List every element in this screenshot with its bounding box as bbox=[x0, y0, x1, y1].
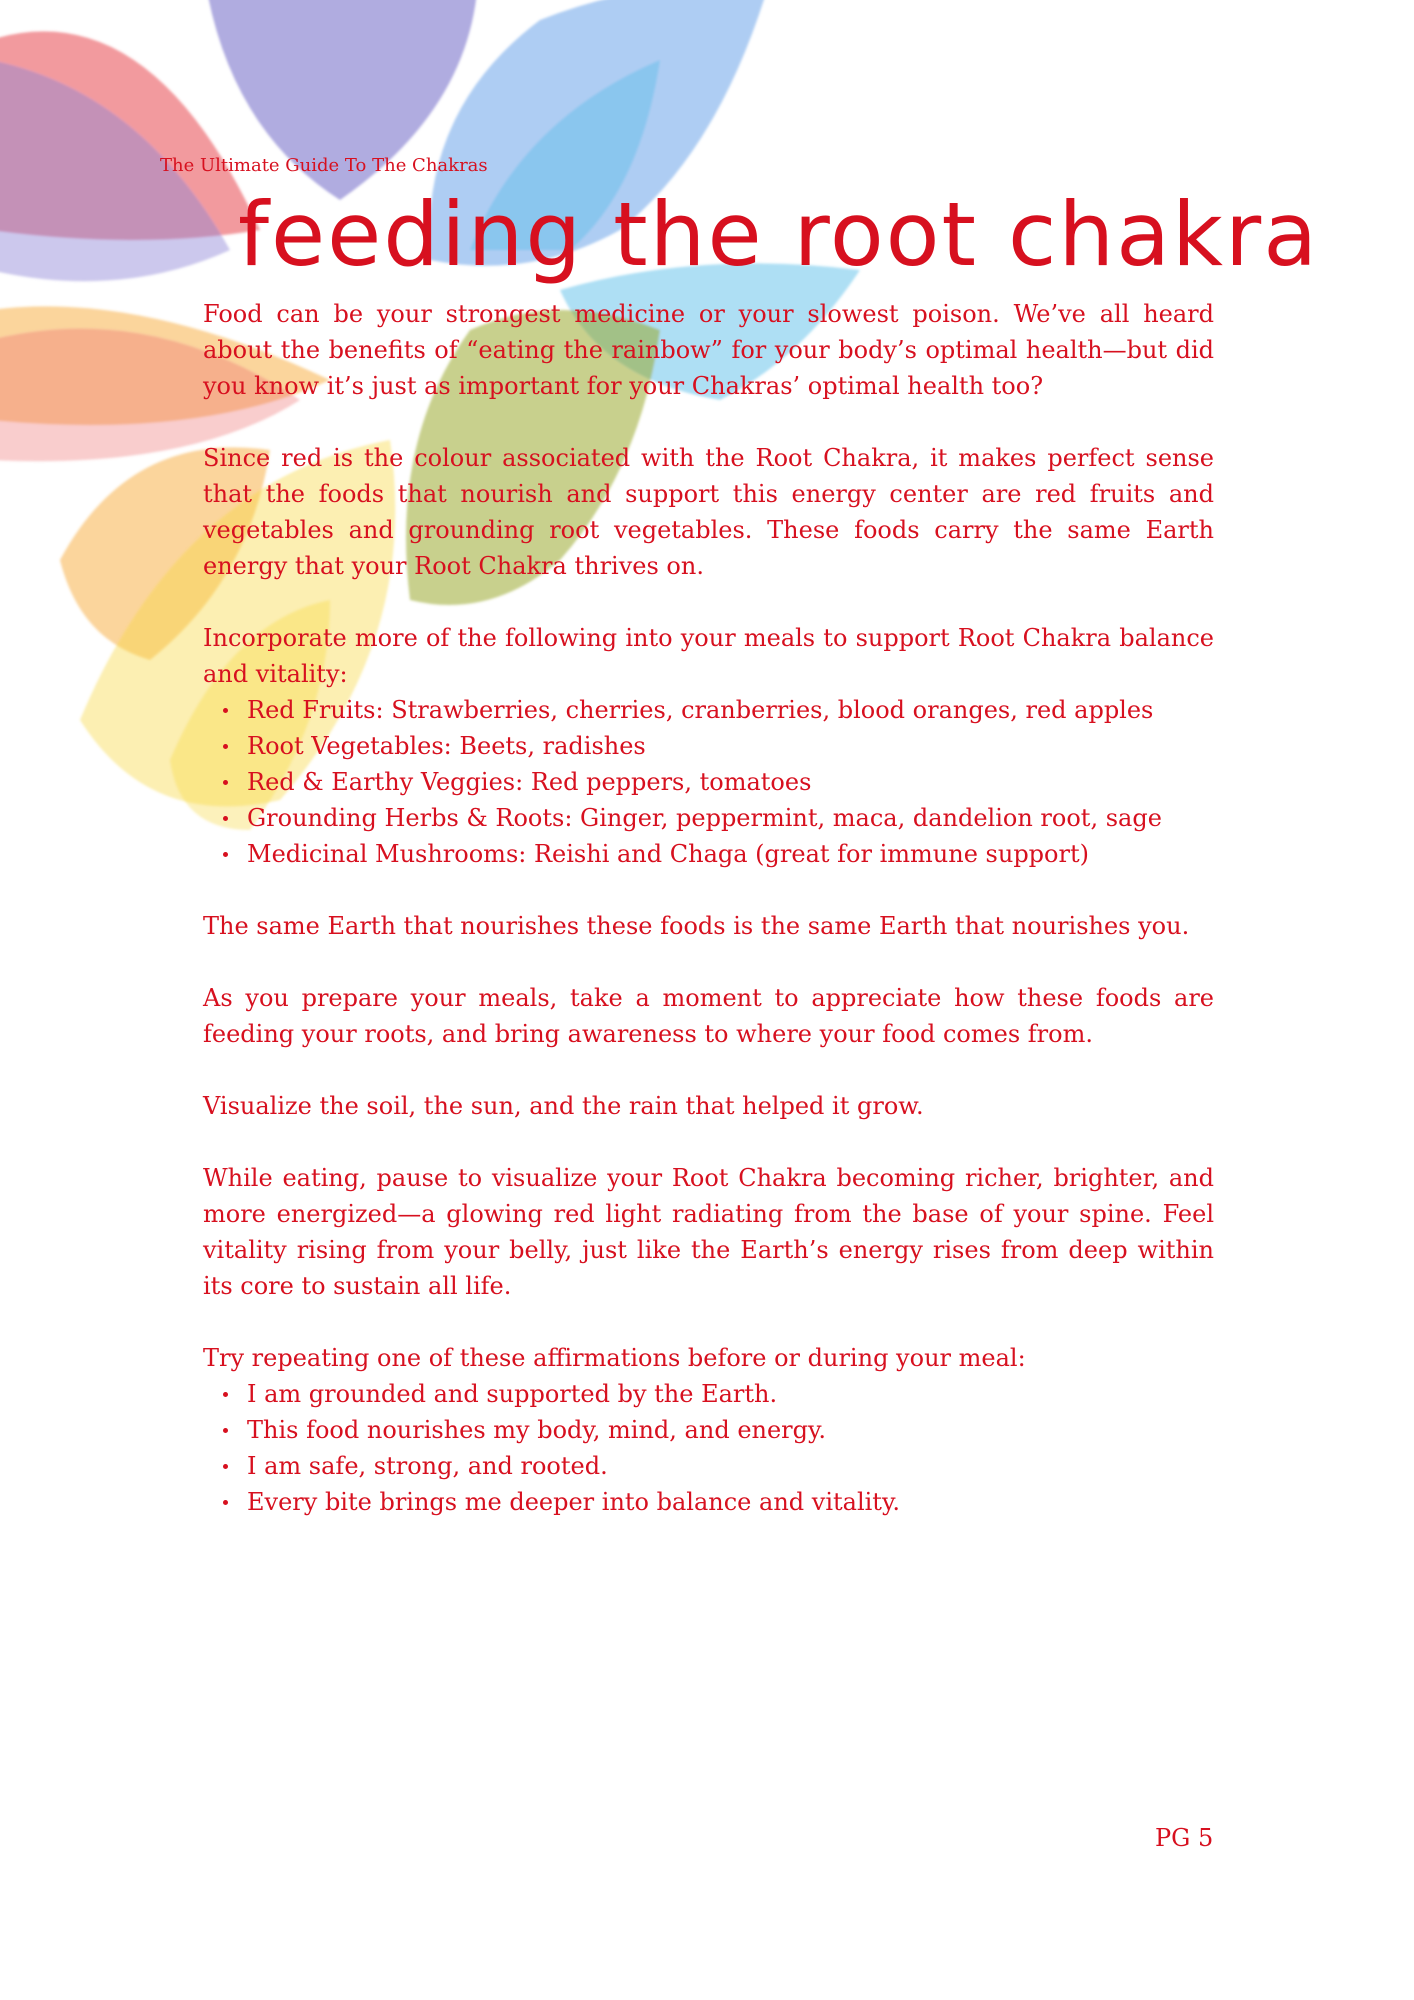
intro-paragraph-3: Incorporate more of the following into your meals to support Root Chakra balance and vitality: bbox=[203, 624, 1214, 688]
list-item: This food nourishes my body, mind, and energy. bbox=[247, 1412, 1214, 1448]
page-title: feeding the root chakra bbox=[238, 183, 1320, 286]
page-number: PG 5 bbox=[1155, 1824, 1214, 1852]
body-paragraph-visualize: Visualize the soil, the sun, and the rain that helped it grow. bbox=[203, 1092, 924, 1120]
body-paragraph-prepare: As you prepare your meals, take a moment to appreciate how these foods are feeding your roots, and bring awareness to where your food comes from. bbox=[203, 984, 1214, 1048]
main-content bbox=[203, 296, 1214, 1556]
intro-paragraph-1: Food can be your strongest medicine or your slowest poison. We’ve all heard about the benefits of “eating the rainbow” for your body’s optimal health—but did you know it’s just as important for your Chakras’ optimal health too? bbox=[203, 300, 1214, 400]
intro-paragraph-2: Since red is the colour associated with the Root Chakra, it makes perfect sense that the foods that nourish and support this energy center are red fruits and vegetables and grounding root vegetables. These foods carry the same Earth energy that your Root Chakra thrives on. bbox=[203, 444, 1214, 580]
list-item: Red Fruits: Strawberries, cherries, cranberries, blood oranges, red apples bbox=[247, 692, 1214, 728]
foods-list bbox=[203, 692, 1214, 872]
list-item: Red & Earthy Veggies: Red peppers, tomatoes bbox=[247, 764, 1214, 800]
affirmations-list bbox=[203, 1376, 1214, 1520]
list-item: Every bite brings me deeper into balance and vitality. bbox=[247, 1484, 1214, 1520]
body-paragraph-affirmations-intro: Try repeating one of these affirmations before or during your meal: bbox=[203, 1344, 1026, 1372]
body-paragraph-eating: While eating, pause to visualize your Root Chakra becoming richer, brighter, and more energized—a glowing red light radiating from the base of your spine. Feel vitality rising from your belly, just like the Earth’s energy rises from deep within its core to sustain all life. bbox=[203, 1164, 1214, 1300]
list-item: Grounding Herbs & Roots: Ginger, peppermint, maca, dandelion root, sage bbox=[247, 800, 1214, 836]
guide-title-header: The Ultimate Guide To The Chakras bbox=[160, 155, 488, 176]
list-item: Root Vegetables: Beets, radishes bbox=[247, 728, 1214, 764]
list-item: Medicinal Mushrooms: Reishi and Chaga (great for immune support) bbox=[247, 836, 1214, 872]
list-item: I am grounded and supported by the Earth. bbox=[247, 1376, 1214, 1412]
list-item: I am safe, strong, and rooted. bbox=[247, 1448, 1214, 1484]
body-paragraph-earth: The same Earth that nourishes these foods is the same Earth that nourishes you. bbox=[203, 912, 1190, 940]
